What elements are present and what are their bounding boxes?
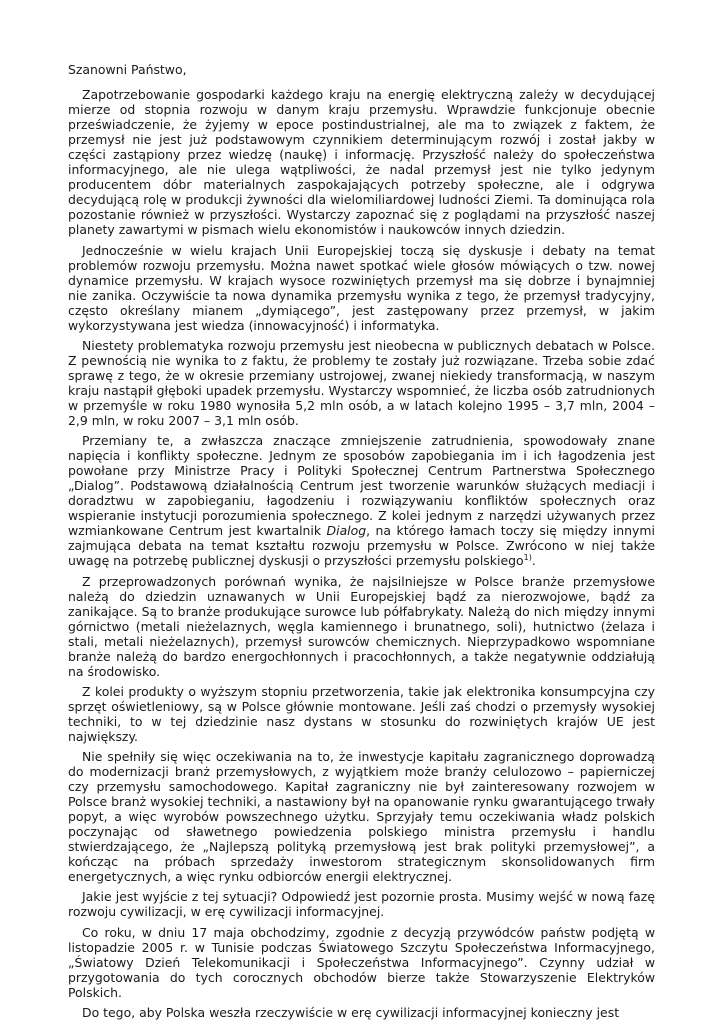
paragraph-4-text-b: , na którego łamach toczy się między innymi zajmująca debata na temat kształtu rozwoju przemysłu w Polsce. Zwrócono w niej także uwagę na potrzebę publicznej dyskusji o przyszłości przemysłu polskiego (68, 523, 655, 569)
salutation: Szanowni Państwo, (68, 62, 187, 77)
footnote-marker: 1) (523, 553, 532, 563)
paragraph-6: Z kolei produkty o wyższym stopniu przetworzenia, takie jak elektronika konsumpcyjna czy sprzęt oświetleniowy, są w Polsce głównie montowane. Jeśli zaś chodzi o przemysły wysokiej techniki, to w tej dziedzinie nasz dystans w stosunku do rozwiniętych krajów UE jest największy. (68, 683, 655, 744)
letter-body (68, 62, 655, 1020)
paragraph-9: Co roku, w dniu 17 maja obchodzimy, zgodnie z decyzją przywódców państw podjętą w listopadzie 2005 r. w Tunisie podczas Światowego Szczytu Społeczeństwa Informacyjnego, „Światowy Dzień Telekomunikacji i Społeczeństwa Informacyjnego”. Czynny udział w przygotowania do tych corocznych obchodów bierze także Stowarzyszenie Elektryków Polskich. (68, 924, 655, 1000)
paragraph-7: Nie spełniły się więc oczekiwania na to, że inwestycje kapitału zagranicznego doprowadzą do modernizacji branż przemysłowych, z wyjątkiem może branży celulozowo – papierniczej czy przemysłu samochodowego. Kapitał zagraniczny nie był zainteresowany rozwojem w Polsce branż wysokiej techniki, a nastawiony był na opanowanie rynku gwarantującego trwały popyt, a więc wyrobów powszechnego użytku. Sprzyjały temu oczekiwania władz polskich poczynając od sławetnego powiedzenia polskiego ministra przemysłu i handlu stwierdzającego, że „Najlepszą polityką przemysłową jest brak polityki przemysłowej”, a kończąc na próbach sprzedaży inwestorom strategicznym skonsolidowanych firm energetycznych, a więc rynku odbiorców energii elektrycznej. (68, 749, 655, 885)
paragraph-3: Niestety problematyka rozwoju przemysłu jest nieobecna w publicznych debatach w Polsce. Z pewnością nie wynika to z faktu, że problemy te zostały już rozwiązane. Trzeba sobie zdać sprawę z tego, że w okresie przemiany ustrojowej, zwanej niekiedy transformacją, w naszym kraju nastąpił głęboki upadek przemysłu. Wystarczy wspomnieć, że liczba osób zatrudnionych w przemyśle w roku 1980 wynosiła 5,2 mln osób, a w latach kolejno 1995 – 3,7 mln, 2004 – 2,9 mln, w roku 2007 – 3,1 mln osób. (68, 337, 655, 429)
paragraph-1: Zapotrzebowanie gospodarki każdego kraju na energię elektryczną zależy w decydującej mierze od stopnia rozwoju w danym kraju przemysłu. Wprawdzie funkcjonuje obecnie przeświadczenie, że żyjemy w epoce postindustrialnej, ale ma to związek z faktem, że przemysł nie jest już podstawowym czynnikiem determinującym rozwój i został jakby w części zastąpiony przez wiedzę (naukę) i informację. Przyszłość należy do społeczeństwa informacyjnego, ale nie ulega wątpliwości, że nadal przemysł jest nie tylko jedynym producentem dóbr materialnych zaspokajających potrzeby społeczne, ale i odgrywa decydującą rolę w produkcji żywności dla wielomiliardowej ludności Ziemi. Ta dominująca rola pozostanie również w przyszłości. Wystarczy zapoznać się z poglądami na przyszłość naszej planety zawartymi w pismach wielu ekonomistów i naukowców innych dziedzin. (68, 87, 655, 238)
paragraph-5: Z przeprowadzonych porównań wynika, że najsilniejsze w Polsce branże przemysłowe należą do dziedzin uznawanych w Unii Europejskiej bądź za nierozwojowe, bądź za zanikające. Są to branże produkujące surowce lub półfabrykaty. Należą do nich między innymi górnictwo (metali nieżelaznych, węgla kamiennego i brunatnego, soli), hutnictwo (żelaza i stali, metali nieżelaznych), przemysł surowców chemicznych. Nieprzypadkowo wspomniane branże należą do bardzo energochłonnych i pracochłonnych, a także negatywnie oddziałują na środowisko. (68, 573, 655, 679)
paragraph-4-end: . (531, 553, 536, 569)
paragraph-4 (68, 433, 655, 568)
paragraph-2: Jednocześnie w wielu krajach Unii Europejskiej toczą się dyskusje i debaty na temat problemów rozwoju przemysłu. Można nawet spotkać wiele głosów mówiących o tzw. nowej dynamice przemysłu. W krajach wysoce rozwiniętych przemysł ma się dobrze i bynajmniej nie zanika. Oczywiście ta nowa dynamika przemysłu wynika z tego, że przemysł tradycyjny, często określany mianem „dymiącego”, jest zastępowany przez przemysł, w jakim wykorzystywana jest wiedza (innowacyjność) i informatyka. (68, 242, 655, 333)
paragraph-10: Do tego, aby Polska weszła rzeczywiście w erę cywilizacji informacyjnej konieczny jest (82, 1004, 620, 1020)
paragraph-8: Jakie jest wyjście z tej sytuacji? Odpowiedź jest pozornie prosta. Musimy wejść w nową fazę rozwoju cywilizacji, w erę cywilizacji informacyjnej. (68, 889, 655, 920)
journal-title-dialog: Dialog (326, 523, 367, 539)
paragraph-4-text-a: Przemiany te, a zwłaszcza znaczące zmniejszenie zatrudnienia, spowodowały znane napięcia i konflikty społeczne. Jednym ze sposobów zapobiegania im i ich łagodzenia jest powołane przy Ministrze Pracy i Polityki Społecznej Centrum Partnerstwa Społecznego „Dialog”. Podstawową działalnością Centrum jest tworzenie warunków służących mediacji i doradztwu w zapobieganiu, łagodzeniu i rozwiązywaniu konfliktów społecznych oraz wspieranie instytucji porozumienia społecznego. Z kolei jednym z narzędzi używanych przez wzmiankowane Centrum jest kwartalnik (68, 433, 655, 539)
